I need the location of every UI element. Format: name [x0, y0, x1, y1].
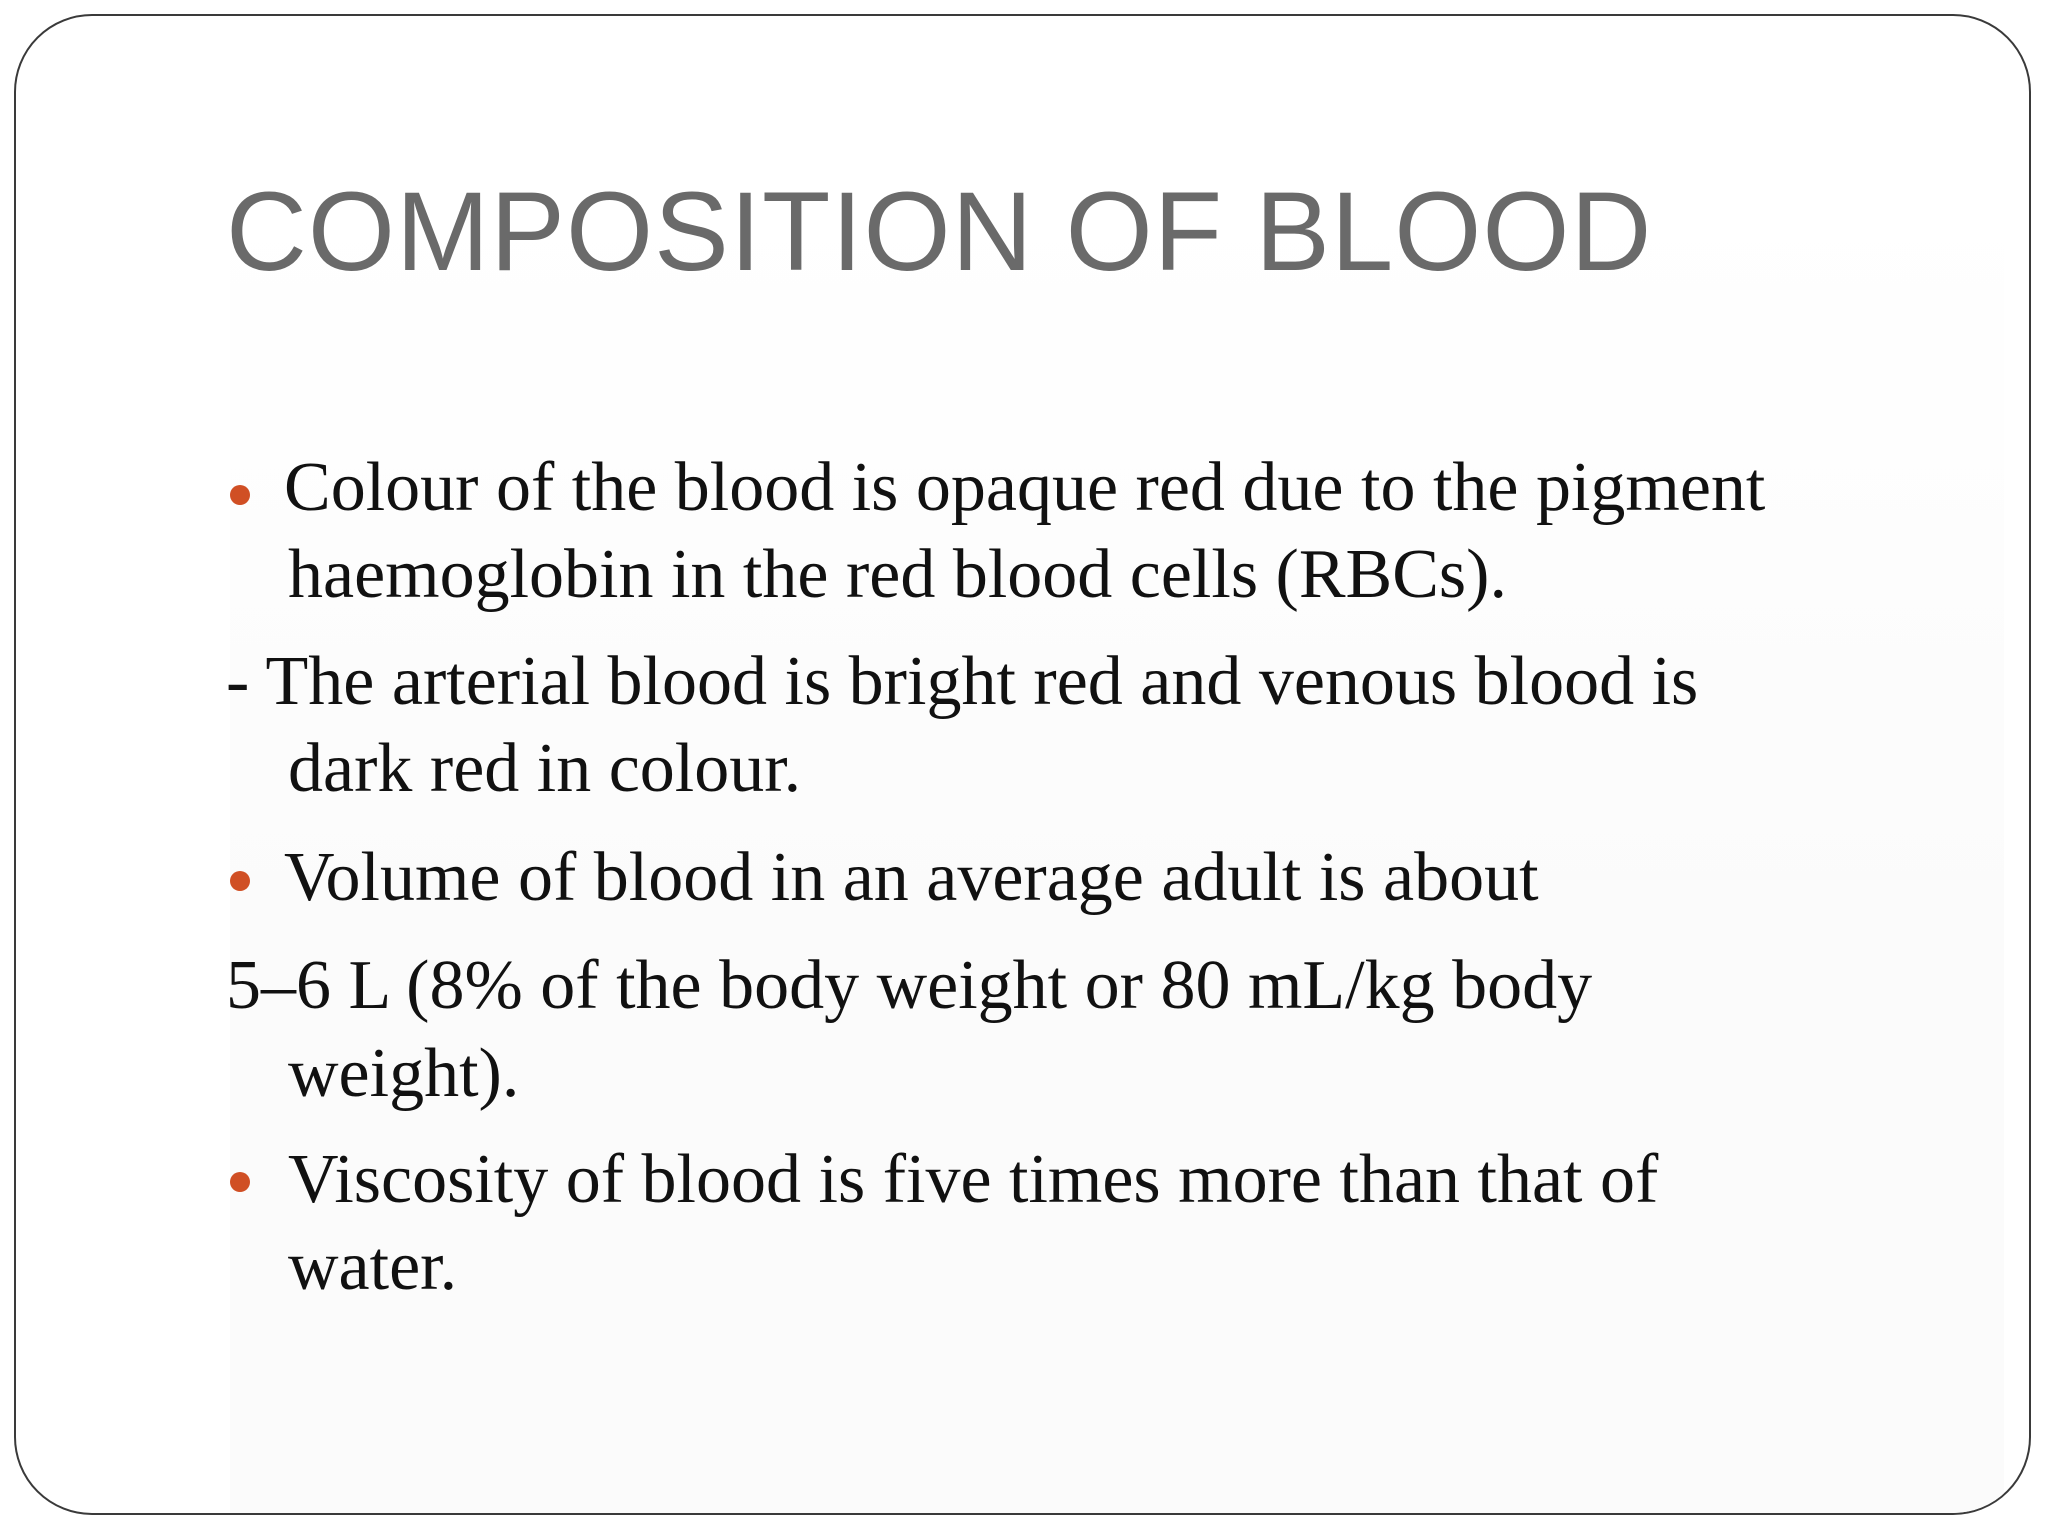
list-item-3-line-1: Volume of blood in an average adult is about	[284, 839, 1539, 916]
list-item-4-line-1: Viscosity of blood is five times more than that of	[288, 1141, 1659, 1218]
list-item-3-line-3: weight).	[288, 1035, 520, 1112]
list-item-2-line-2: dark red in colour.	[288, 730, 802, 807]
list-item-2-line-1: - The arterial blood is bright red and venous blood is	[226, 643, 1699, 720]
list-item-3-line-2: 5–6 L (8% of the body weight or 80 mL/kg body	[226, 947, 1593, 1024]
slide-title: COMPOSITION OF BLOOD	[226, 169, 1653, 294]
bullet-dot	[230, 1172, 250, 1192]
list-item-1-line-1: Colour of the blood is opaque red due to the pigment	[284, 449, 1766, 526]
list-item-1-line-2: haemoglobin in the red blood cells (RBCs).	[288, 536, 1507, 613]
bullet-dot	[230, 871, 250, 891]
list-item-4-line-2: water.	[288, 1228, 458, 1305]
bullet-dot	[230, 485, 250, 505]
